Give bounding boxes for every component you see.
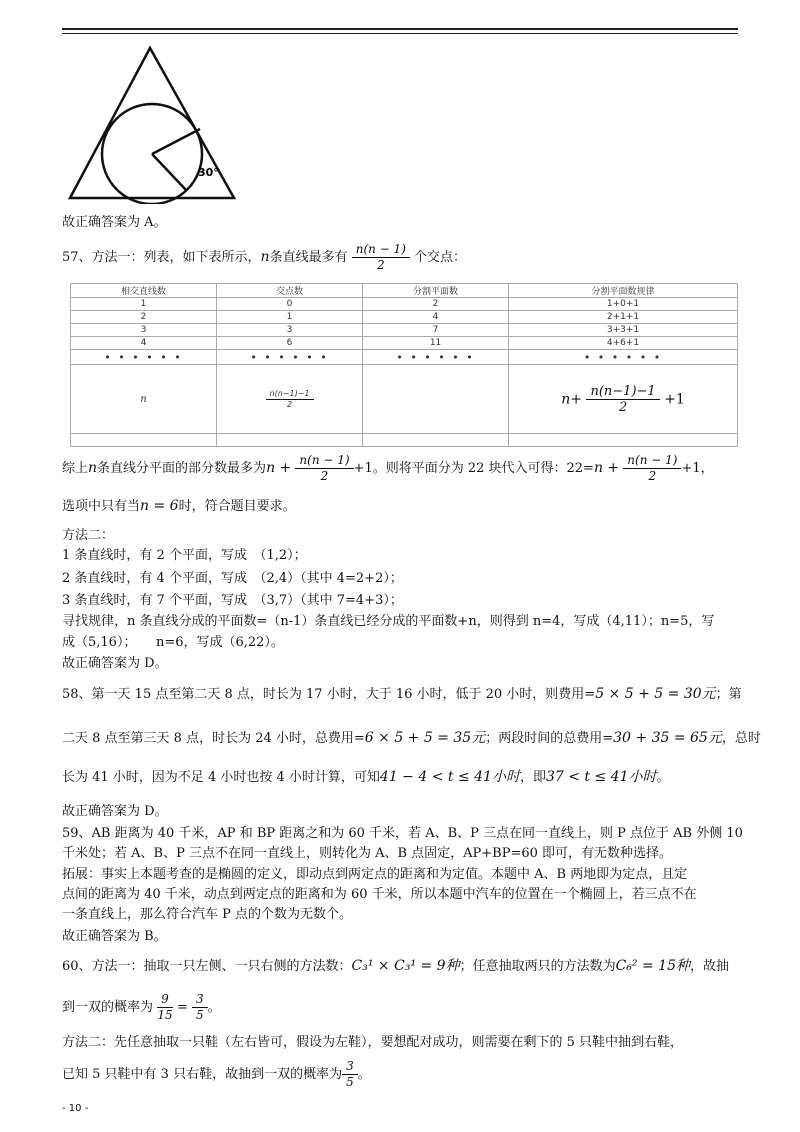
- method2-line-1: 1 条直线时，有 2 个平面，写成 （1,2）；: [62, 548, 307, 563]
- table-cell: 1: [71, 298, 217, 311]
- general-rule-cell: [509, 365, 738, 434]
- q60-text-e: 。: [207, 1000, 221, 1015]
- general-empty-cell: [363, 365, 509, 434]
- method2-line-2: 2 条直线时，有 4 个平面，写成 （2,4）（其中 4=2+2）；: [62, 571, 403, 586]
- table-cell: 1+0+1: [509, 298, 738, 311]
- summary-text-c: +1。则将平面分为 22 块代入可得：22=: [353, 461, 594, 476]
- general-rule-num: n(n−1)−1: [586, 384, 659, 400]
- general-n: n: [140, 393, 147, 405]
- table-cell: 2+1+1: [509, 311, 738, 324]
- summary-n3: n +: [593, 460, 620, 476]
- table-cell: 1: [217, 311, 363, 324]
- summary-frac-den: 2: [320, 469, 329, 483]
- q57-frac-den: 2: [376, 258, 385, 272]
- method2-line-4: 寻找规律，n 条直线分成的平面数=（n-1）条直线已经分成的平面数+n，则得到 n=4，写成（4,11）；n=5，写: [62, 614, 715, 629]
- table-cell: 2: [71, 311, 217, 324]
- summary-frac-1: [295, 453, 353, 484]
- q58-text-d: ；两段时间的总费用=: [485, 731, 614, 746]
- summary-frac-num: n(n − 1): [295, 453, 353, 469]
- table-header-row: [71, 284, 738, 298]
- q60-eq1: C₃¹ × C₃¹ = 9种: [351, 958, 460, 974]
- q58-answer: 故正确答案为 D。: [62, 804, 168, 819]
- answer-line-a: 故正确答案为 A。: [62, 215, 167, 230]
- header-cell: 交点数: [217, 284, 363, 298]
- dots-cell: • • • • • •: [71, 350, 217, 365]
- table-dots-row: [71, 350, 738, 365]
- q57-frac-num: n(n − 1): [352, 242, 410, 258]
- q57-text-a: 57、方法一：列表，如下表所示，: [62, 250, 261, 265]
- q57-intro: [62, 240, 466, 275]
- summary-text-b: 条直线分平面的部分数最多为: [97, 461, 267, 476]
- general-rule-post: +1: [664, 391, 685, 407]
- dots-cell: • • • • • •: [363, 350, 509, 365]
- table-cell: 0: [217, 298, 363, 311]
- q58-text-a: 58、第一天 15 点至第二天 8 点，时长为 17 小时，大于 16 小时，低于 20 小时，则费用=: [62, 687, 596, 702]
- q60-line-1: [62, 957, 729, 976]
- radius-line-1: [152, 129, 200, 154]
- q58-text-e: ，总时: [721, 731, 761, 746]
- table-empty-row: [71, 434, 738, 447]
- table-cell: 3: [217, 324, 363, 337]
- q58-text-f: 长为 41 小时，因为不足 4 小时也按 4 小时计算，可知: [62, 770, 380, 785]
- summary-line: [62, 446, 714, 491]
- q60-frac2-num: 3: [192, 992, 208, 1008]
- q58-text-b: ；第: [715, 687, 742, 702]
- header-cell: 相交直线数: [71, 284, 217, 298]
- table-cell: 3+3+1: [509, 324, 738, 337]
- q60-text-b: ；任意抽取两只的方法数为: [459, 959, 616, 974]
- q60-frac2-den: 5: [195, 1008, 204, 1022]
- summary-text-a: 综上: [62, 461, 89, 476]
- method2-title: 方法二：: [62, 528, 115, 543]
- q60-frac1-num: 9: [157, 992, 173, 1008]
- general-n-cell: [71, 365, 217, 434]
- q57-fraction: [352, 242, 410, 273]
- general-rule-den: 2: [618, 399, 628, 415]
- q58-eq1: 5 × 5 + 5 = 30元: [595, 686, 716, 702]
- header-cell: 分割平面数规律: [509, 284, 738, 298]
- q60-m2-text-a: 已知 5 只鞋中有 3 只右鞋，故抽到一双的概率为: [62, 1067, 343, 1082]
- intersection-table: [70, 283, 738, 447]
- q60-text-a: 60、方法一：抽取一只左侧、一只右侧的方法数：: [62, 959, 352, 974]
- triangle-circle-figure: [66, 44, 246, 204]
- q60-text-c: ，故抽: [690, 959, 730, 974]
- q57-n: n: [260, 249, 270, 265]
- summary-frac2-num: n(n − 1): [623, 453, 681, 469]
- table-cell: 4: [363, 311, 509, 324]
- method2-answer: 故正确答案为 D。: [62, 656, 168, 671]
- q60-m2-frac: [342, 1059, 358, 1090]
- q60-m2-num: 3: [342, 1059, 358, 1075]
- method2-line-3: 3 条直线时，有 7 个平面，写成 （3,7）（其中 7=4+3）；: [62, 593, 403, 608]
- summary-n: n: [88, 460, 98, 476]
- table-row: [71, 337, 738, 350]
- q58-line-3: [62, 768, 670, 787]
- q60-eq2: C₆² = 15种: [615, 958, 690, 974]
- general-points-den: 2: [286, 399, 293, 409]
- q60-text-d: 到一双的概率为: [62, 1000, 154, 1015]
- general-points-frac: [266, 389, 314, 410]
- q58-text-g: ，即: [519, 770, 546, 785]
- q60-m2-text-b: 。: [357, 1067, 371, 1082]
- header-cell: 分割平面数: [363, 284, 509, 298]
- q59-line-2: 千米处；若 A、B、P 三点不在同一直线上，则转化为 A、B 点固定，AP+BP=60 即可，有无数种选择。: [62, 846, 673, 861]
- option-eq: n = 6: [140, 498, 179, 514]
- table-row: [71, 298, 738, 311]
- q60-method2-line-1: 方法二：先任意抽取一只鞋（左右皆可，假设为左鞋），要想配对成功，则需要在剩下的 5 只鞋中抽到右鞋，: [62, 1035, 684, 1050]
- q59-answer: 故正确答案为 B。: [62, 929, 167, 944]
- q60-eq-sign: =: [176, 1000, 188, 1015]
- q60-frac1-den: 15: [157, 1008, 173, 1022]
- q60-frac-1: [157, 992, 173, 1023]
- q58-eq2: 6 × 5 + 5 = 35元: [364, 730, 486, 746]
- general-points-num: n(n−1)−1: [266, 389, 314, 400]
- table-row: [71, 324, 738, 337]
- q58-text-c: 二天 8 点至第三天 8 点，时长为 24 小时，总费用=: [62, 731, 365, 746]
- method2-line-5: 成（5,16）； n=6，写成（6,22）。: [62, 635, 284, 650]
- q58-eq4: 41 − 4 < t ≤ 41小时: [379, 769, 520, 785]
- q60-frac-2: [192, 992, 208, 1023]
- table-row: [71, 311, 738, 324]
- dots-cell: • • • • • •: [217, 350, 363, 365]
- general-points-cell: [217, 365, 363, 434]
- dots-cell: • • • • • •: [509, 350, 738, 365]
- table-cell: 6: [217, 337, 363, 350]
- table-cell: 7: [363, 324, 509, 337]
- page-number: - 10 -: [62, 1103, 89, 1114]
- header-rule-thick: [62, 28, 738, 30]
- q57-text-b: 条直线最多有: [269, 250, 348, 265]
- radius-line-2: [152, 154, 186, 190]
- table-cell: 3: [71, 324, 217, 337]
- summary-n2: n +: [266, 460, 292, 476]
- q58-eq3: 30 + 35 = 65元: [613, 730, 722, 746]
- q58-eq5: 37 < t ≤ 41小时: [545, 769, 657, 785]
- q59-line-3: 拓展：事实上本题考查的是椭圆的定义，即动点到两定点的距离和为定值。本题中 A、B 两地即为定点，且定: [62, 867, 688, 882]
- option-text-a: 选项中只有当: [62, 499, 141, 514]
- q58-text-h: 。: [656, 770, 670, 785]
- table-cell: 4+6+1: [509, 337, 738, 350]
- summary-frac-2: [623, 453, 681, 484]
- q58-line-1: [62, 685, 742, 704]
- general-rule-frac: [586, 384, 659, 415]
- table-general-row: [71, 365, 738, 434]
- q59-line-4: 点间的距离为 40 千米，动点到两定点的距离和为 60 千米，所以本题中汽车的位置在一个椭圆上，若三点不在: [62, 887, 697, 902]
- table-cell: 2: [363, 298, 509, 311]
- option-text-b: 时，符合题目要求。: [178, 499, 296, 514]
- q57-text-c: 个交点：: [414, 250, 467, 265]
- q59-line-5: 一条直线上，那么符合汽车 P 点的个数为无数个。: [62, 907, 353, 922]
- table-cell: 11: [363, 337, 509, 350]
- q60-method2-line-2: [62, 1055, 371, 1095]
- general-rule-pre: n+: [561, 391, 583, 407]
- q60-m2-den: 5: [346, 1075, 354, 1089]
- q59-line-1: 59、AB 距离为 40 千米，AP 和 BP 距离之和为 60 千米，若 A、B、P 三点在同一直线上，则 P 点位于 AB 外侧 10: [62, 826, 743, 841]
- header-rule-thin: [62, 33, 738, 34]
- summary-text-d: +1，: [681, 461, 714, 476]
- angle-label: 30°: [198, 166, 219, 179]
- option-line: [62, 497, 296, 516]
- q60-line-2: [62, 990, 221, 1026]
- summary-frac2-den: 2: [648, 469, 657, 483]
- table-cell: 4: [71, 337, 217, 350]
- q58-line-2: [62, 729, 761, 748]
